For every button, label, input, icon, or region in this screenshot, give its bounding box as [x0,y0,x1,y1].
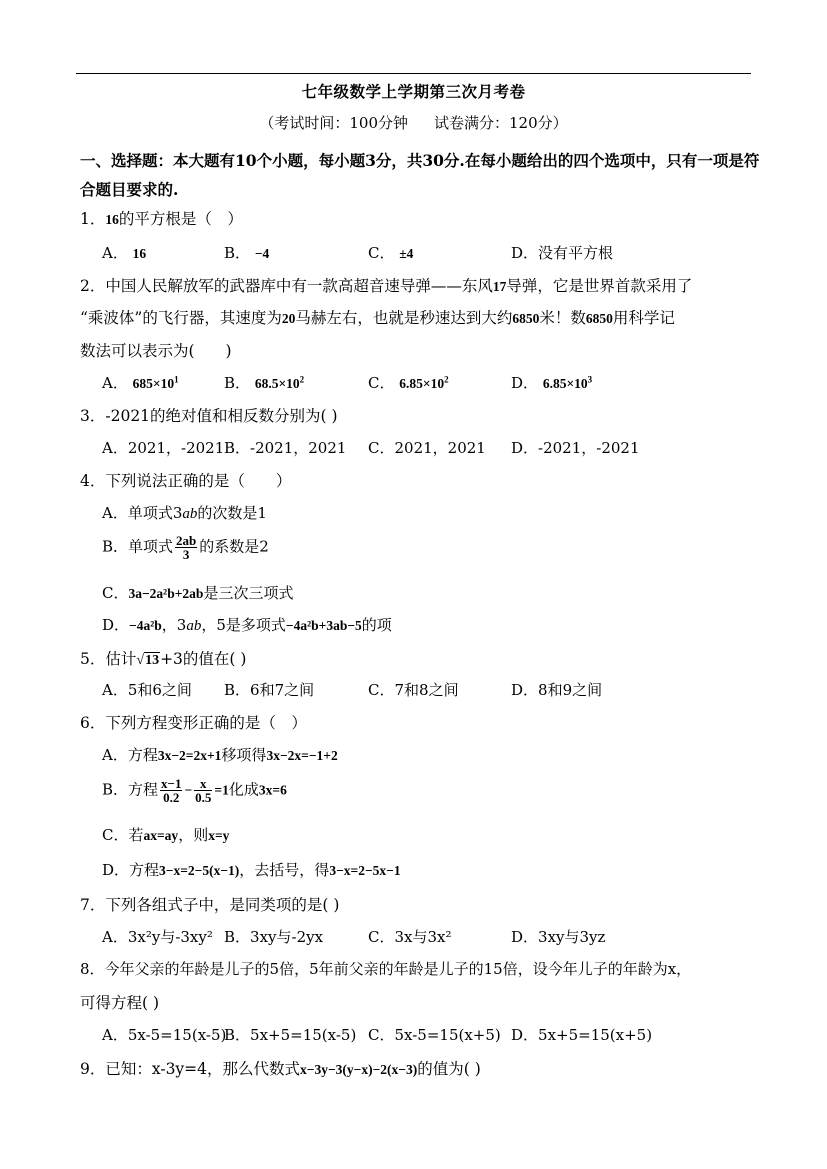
question-7-option-d[interactable]: D．3xy与3yz [511,928,606,946]
question-5-option-b[interactable]: B．6和7之间 [224,681,315,699]
fraction-x-minus-1-over-0-2: $\frac{x-1}{0.2}$ [161,776,182,805]
question-3-option-a[interactable]: A．2021，-2021 [102,439,225,457]
question-7-stem: 7．下列各组式子中，是同类项的是( ) [80,896,340,914]
question-3-option-b[interactable]: B．-2021，2021 [224,439,347,457]
question-5-option-c[interactable]: C．7和8之间 [368,681,459,699]
fraction-2ab-over-3: $\frac{2ab}{3}$ [176,533,197,562]
question-8-stem-line-1: 8．今年父亲的年龄是儿子的5倍，5年前父亲的年龄是儿子的15倍，设今年儿子的年龄为x， [80,960,692,978]
exam-subtitle [0,112,827,133]
exam-time-info: （考试时间：100分钟 [259,114,408,132]
question-4-option-d[interactable]: D．−4a²b，3ab，5是多项式−4a²b+3ab−5的项 [102,616,392,634]
question-6-option-c[interactable]: C．若ax=ay，则x=y [102,826,230,844]
question-8-option-d[interactable]: D．5x+5=15(x+5) [511,1026,653,1044]
question-2-option-c[interactable]: C． $6.85\times 10^2$ [368,374,449,392]
question-6-option-a[interactable]: A．方程3x−2=2x+1移项得3x−2x=−1+2 [102,746,338,764]
question-1-stem: 1．16的平方根是（ ） [80,210,243,228]
question-4-option-a[interactable]: A．单项式3ab的次数是1 [102,504,267,522]
question-6-option-d[interactable]: D．方程3−x=2−5(x−1)，去括号，得3−x=2−5x−1 [102,861,401,879]
question-3-option-c[interactable]: C．2021，2021 [368,439,486,457]
question-2-option-d[interactable]: D． $6.85\times 10^3$ [511,374,593,392]
question-3-stem: 3．-2021的绝对值和相反数分别为( ) [80,407,338,425]
header-rule [76,73,751,74]
question-9-stem: 9．已知：x-3y=4，那么代数式x−3y−3(y−x)−2(x−3)的值为( ) [80,1060,481,1078]
question-8-option-b[interactable]: B．5x+5=15(x-5) [224,1026,357,1044]
question-1-option-d[interactable]: D．没有平方根 [511,244,614,262]
question-7-option-a[interactable]: A．3x²y与-3xy² [102,928,213,946]
question-4-option-c[interactable]: C．3a−2a²b+2ab是三次三项式 [102,584,294,602]
question-5-stem: 5．估计√13+3的值在( ) [80,650,247,668]
fraction-x-over-0-5: $\frac{x}{0.5}$ [195,776,212,805]
square-root-13: √13 [136,653,160,668]
question-7-option-b[interactable]: B．3xy与-2yx [224,928,324,946]
exam-score-info: 试卷满分：120分） [434,114,568,132]
question-1-option-c[interactable]: C． ±4 [368,244,414,262]
question-6-option-b[interactable]: B．方程 $\frac{x-1}{0.2}$ − $\frac{x}{0.5}$ =1化成3x=6 [102,776,287,805]
question-1-option-b[interactable]: B． −4 [224,244,270,262]
question-2-option-a[interactable]: A． $685\times 10^1$ [102,374,179,392]
question-4-option-b[interactable]: B．单项式 $\frac{2ab}{3}$ 的系数是2 [102,533,269,562]
question-2-option-b[interactable]: B． $68.5\times 10^2$ [224,374,305,392]
question-8-option-a[interactable]: A．5x-5=15(x-5) [102,1026,227,1044]
question-2-stem-line-2: “乘波体”的飞行器，其速度为20马赫左右，也就是秒速达到大约6850米！数6850用科学记 [80,309,675,327]
question-7-option-c[interactable]: C．3x与3x² [368,928,452,946]
question-6-stem: 6．下列方程变形正确的是（ ） [80,714,307,732]
question-8-option-c[interactable]: C．5x-5=15(x+5) [368,1026,501,1044]
question-5-option-a[interactable]: A．5和6之间 [102,681,192,699]
question-4-stem: 4．下列说法正确的是（ ） [80,472,292,490]
exam-title: 七年级数学上学期第三次月考卷 [301,82,526,101]
question-1-option-a[interactable]: A． 16 [102,244,147,262]
question-2-stem-line-1: 2．中国人民解放军的武器库中有一款高超音速导弹——东风17导弹，它是世界首款采用了 [80,277,693,295]
question-3-option-d[interactable]: D．-2021，-2021 [511,439,640,457]
question-5-option-d[interactable]: D．8和9之间 [511,681,603,699]
question-8-stem-line-2: 可得方程( ) [80,994,160,1012]
section-heading: 一、选择题：本大题有10个小题，每小题3分，共30分.在每小题给出的四个选项中，只有一项是符合题目要求的. [80,151,760,199]
question-2-stem-line-3: 数法可以表示为( ) [80,342,232,360]
